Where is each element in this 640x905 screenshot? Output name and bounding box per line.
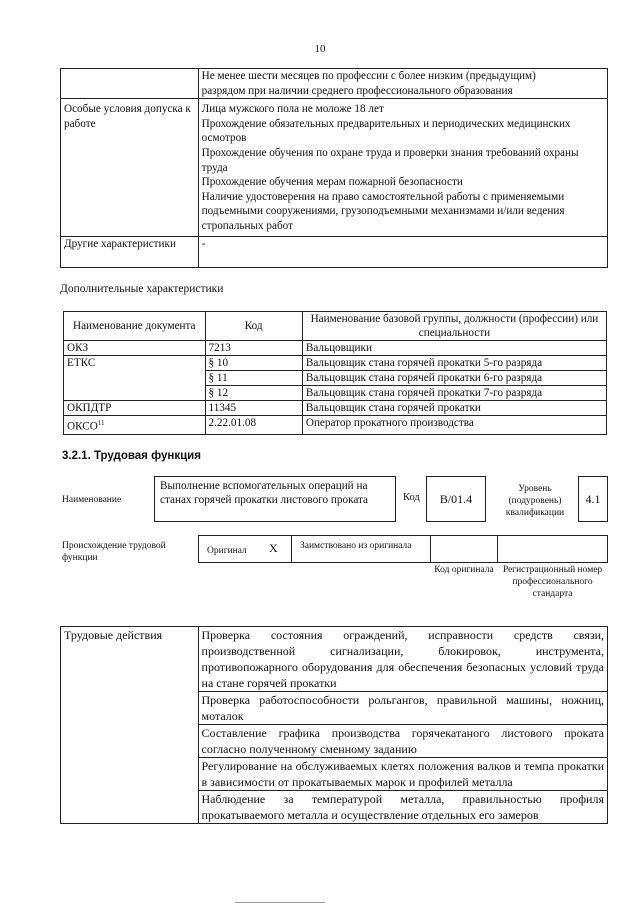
code-cell: 2.22.01.08 bbox=[205, 416, 302, 435]
doc-cell: ЕТКС bbox=[64, 356, 206, 401]
name-cell: Оператор прокатного производства bbox=[302, 416, 606, 435]
code-cell: § 10 bbox=[205, 356, 302, 371]
qualification-level-box: 4.1 bbox=[578, 476, 608, 522]
special-conditions-label: Особые условия допуска к работе bbox=[61, 99, 199, 236]
page-number: 10 bbox=[314, 43, 326, 55]
code-cell: 7213 bbox=[205, 341, 302, 356]
text-line: Не менее шести месяцев по профессии с более низким (предыдущим) bbox=[201, 70, 536, 82]
original-box bbox=[198, 535, 292, 563]
name-cell: Вальцовщик стана горячей прокатки bbox=[302, 401, 606, 416]
code-cell: 11345 bbox=[205, 401, 302, 416]
borrowed-box bbox=[291, 535, 431, 563]
labor-actions-table bbox=[60, 626, 608, 824]
function-code-label: Код bbox=[403, 492, 420, 503]
function-name-label: Наименование bbox=[62, 495, 122, 505]
additional-characteristics-title: Дополнительные характеристики bbox=[60, 283, 224, 295]
labor-action-item: Составление графика производства горячекатаного листового проката согласно полученному сменному заданию bbox=[198, 725, 607, 758]
qualification-level-label: Уровень (подуровень) квалификации bbox=[505, 484, 565, 518]
doc-cell: ОКЗ bbox=[64, 341, 206, 356]
table-row bbox=[61, 627, 608, 692]
header-group-name: Наименование базовой группы, должности (профессии) или специальности bbox=[302, 312, 606, 341]
experience-requirement bbox=[198, 69, 607, 99]
doc-cell bbox=[64, 416, 206, 435]
list-item: Наличие удостоверения на право самостоятельной работы с применяемыми подъемными сооружениями, грузоподъемными механизмами и/или ведения стропальных работ bbox=[201, 190, 565, 232]
reg-number-box bbox=[497, 535, 608, 563]
footnote-mark: 11 bbox=[97, 419, 105, 427]
reg-number-caption: Регистрационный номер профессионального стандарта bbox=[502, 565, 603, 599]
original-label: Оригинал bbox=[207, 546, 247, 556]
name-cell: Вальцовщик стана горячей прокатки 5-го разряда bbox=[302, 356, 606, 371]
name-cell: Вальцовщик стана горячей прокатки 6-го разряда bbox=[302, 371, 606, 386]
name-cell: Вальцовщик стана горячей прокатки 7-го разряда bbox=[302, 386, 606, 401]
table-row bbox=[61, 236, 608, 267]
original-mark: X bbox=[269, 541, 278, 555]
special-conditions-list bbox=[198, 99, 607, 236]
labor-action-item: Регулирование на обслуживаемых клетях положения валков и темпа прокатки в зависимости от прокатываемых марок и профилей металла bbox=[198, 758, 607, 791]
table-row bbox=[64, 356, 607, 371]
table-row bbox=[61, 99, 608, 236]
labor-actions-label: Трудовые действия bbox=[61, 627, 199, 824]
list-item: Прохождение обучения по охране труда и проверки знания требований охраны труда bbox=[201, 146, 579, 174]
labor-action-item: Проверка состояния ограждений, исправности средств связи, производственной сигнализации, блокировок, инструмента, противопожарного оборудования для обеспечения безопасных условий труда на стане горячей прокатки bbox=[198, 627, 607, 692]
list-item: Прохождение обучения мерам пожарной безопасности bbox=[201, 176, 463, 189]
table-row bbox=[61, 69, 608, 99]
name-cell: Вальцовщики bbox=[302, 341, 606, 356]
list-item: Прохождение обязательных предварительных и периодических медицинских осмотров bbox=[201, 117, 571, 145]
doc-cell: ОКПДТР bbox=[64, 401, 206, 416]
table-row bbox=[64, 341, 607, 356]
requirements-table bbox=[60, 68, 608, 268]
other-characteristics-label: Другие характеристики bbox=[61, 236, 199, 267]
table-row bbox=[64, 416, 607, 435]
other-characteristics-value: - bbox=[198, 236, 607, 267]
function-code-box: B/01.4 bbox=[426, 476, 486, 522]
scan-edge bbox=[235, 902, 325, 903]
additional-characteristics-table bbox=[63, 311, 607, 435]
doc-text: ОКСО bbox=[67, 420, 98, 433]
code-cell: § 11 bbox=[205, 371, 302, 386]
table-cell bbox=[61, 69, 199, 99]
table-row bbox=[64, 401, 607, 416]
function-name-box: Выполнение вспомогательных операций на станах горячей прокатки листового проката bbox=[154, 476, 396, 522]
text-line: разрядом при наличии среднего профессионального образования bbox=[201, 84, 513, 97]
labor-action-item: Проверка работоспособности рольгангов, правильной машины, ножниц, моталок bbox=[198, 692, 607, 725]
borrowed-label: Заимствовано из оригинала bbox=[300, 541, 412, 551]
origin-label: Происхождение трудовой функции bbox=[62, 541, 166, 563]
table-header-row bbox=[64, 312, 607, 341]
header-document: Наименование документа bbox=[64, 312, 206, 341]
list-item: Лица мужского пола не моложе 18 лет bbox=[201, 103, 384, 116]
labor-action-item: Наблюдение за температурой металла, правильностью профиля прокатываемого металла и осуществление отдельных его замеров bbox=[198, 791, 607, 824]
origin-code-caption: Код оригинала bbox=[434, 565, 494, 575]
origin-code-box bbox=[430, 535, 498, 563]
labor-function-title: 3.2.1. Трудовая функция bbox=[62, 450, 201, 462]
header-code: Код bbox=[205, 312, 302, 341]
code-cell: § 12 bbox=[205, 386, 302, 401]
